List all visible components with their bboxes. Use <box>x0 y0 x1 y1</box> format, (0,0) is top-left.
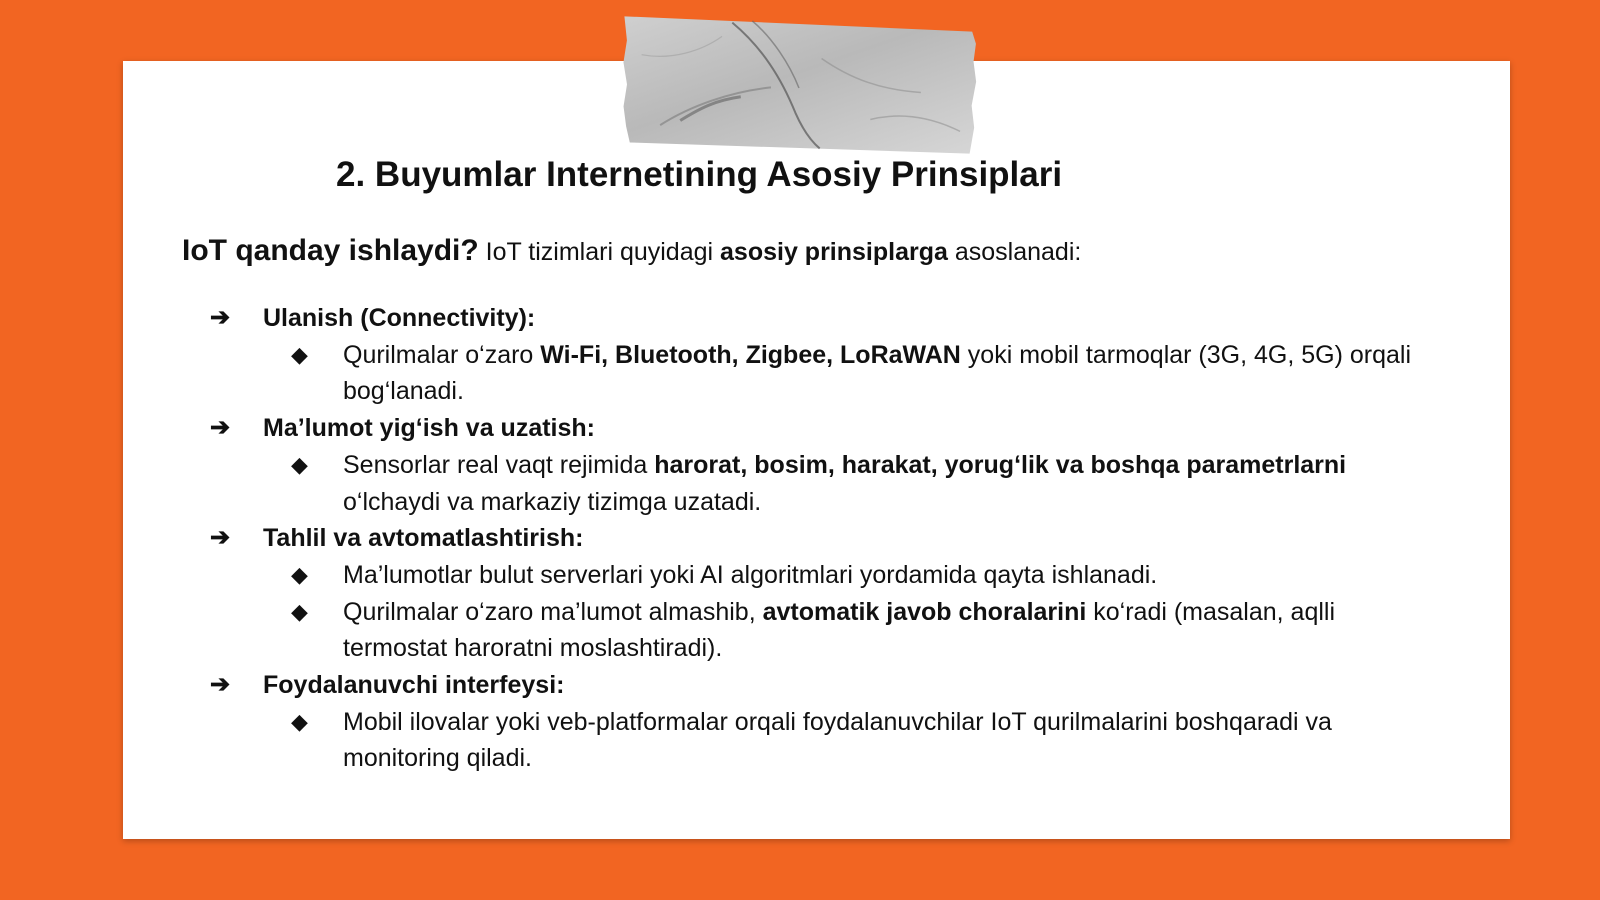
diamond-bullet-icon: ◆ <box>291 451 308 477</box>
list-item <box>210 594 1420 667</box>
item-text: Qurilmalar o‘zaro <box>343 340 541 369</box>
sub-list <box>210 447 1420 520</box>
section-analysis <box>210 520 1420 667</box>
sub-list <box>210 704 1420 777</box>
item-text: Sensorlar real vaqt rejimida <box>343 450 655 479</box>
slide-title: 2. Buyumlar Internetining Asosiy Prinsiplari <box>336 155 1063 194</box>
tape-image <box>620 14 979 157</box>
intro-line <box>182 234 1081 268</box>
section-user-interface <box>210 667 1420 777</box>
item-text: Ma’lumotlar bulut serverlari yoki AI algoritmlari yordamida qayta ishlanadi. <box>343 560 1158 589</box>
section-heading-row <box>210 410 1420 447</box>
section-heading: Tahlil va avtomatlashtirish: <box>263 524 584 553</box>
section-heading: Foydalanuvchi interfeysi: <box>263 671 565 700</box>
intro-text: IoT tizimlari quyidagi <box>478 238 721 266</box>
list-item <box>210 704 1420 777</box>
diamond-bullet-icon: ◆ <box>291 708 308 734</box>
item-text-end: ko‘radi (masalan, aqlli termostat haroratni moslashtiradi). <box>343 597 1336 663</box>
intro-text-bold: asosiy prinsiplarga <box>720 238 948 266</box>
section-heading-row <box>210 667 1420 704</box>
diamond-bullet-icon: ◆ <box>291 598 308 624</box>
diamond-bullet-icon: ◆ <box>291 561 308 587</box>
section-data-collection <box>210 410 1420 520</box>
item-text-bold: avtomatik javob choralarini <box>762 597 1087 626</box>
item-text-end: yoki mobil tarmoqlar (3G, 4G, 5G) orqali bog‘lanadi. <box>343 340 1412 406</box>
list-item <box>210 337 1420 410</box>
intro-text-end: asoslanadi: <box>947 238 1082 266</box>
arrow-bullet-icon: ➔ <box>210 671 231 699</box>
section-heading: Ulanish (Connectivity): <box>263 304 536 332</box>
sub-list <box>210 557 1420 667</box>
section-heading-row <box>210 520 1420 557</box>
list-item <box>210 447 1420 520</box>
item-text: Qurilmalar o‘zaro ma’lumot almashib, <box>343 597 763 626</box>
section-heading-row <box>210 300 1420 337</box>
arrow-bullet-icon: ➔ <box>210 414 231 442</box>
section-connectivity <box>210 300 1420 410</box>
section-heading: Ma’lumot yig‘ish va uzatish: <box>263 414 595 443</box>
item-text-bold: Wi-Fi, Bluetooth, Zigbee, LoRaWAN <box>540 340 961 369</box>
item-text-bold: harorat, bosim, harakat, yorug‘lik va boshqa parametrlarni <box>654 450 1347 479</box>
arrow-bullet-icon: ➔ <box>210 524 231 552</box>
arrow-bullet-icon: ➔ <box>210 304 231 331</box>
intro-question: IoT qanday ishlaydi? <box>182 234 479 267</box>
principles-list <box>210 300 1420 777</box>
sub-list <box>210 337 1420 410</box>
item-text: Mobil ilovalar yoki veb-platformalar orqali foydalanuvchilar IoT qurilmalarini boshqaradi va monitoring qiladi. <box>343 707 1332 773</box>
item-text-end: o‘lchaydi va markaziy tizimga uzatadi. <box>343 487 762 516</box>
diamond-bullet-icon: ◆ <box>291 341 308 367</box>
list-item <box>210 557 1420 594</box>
